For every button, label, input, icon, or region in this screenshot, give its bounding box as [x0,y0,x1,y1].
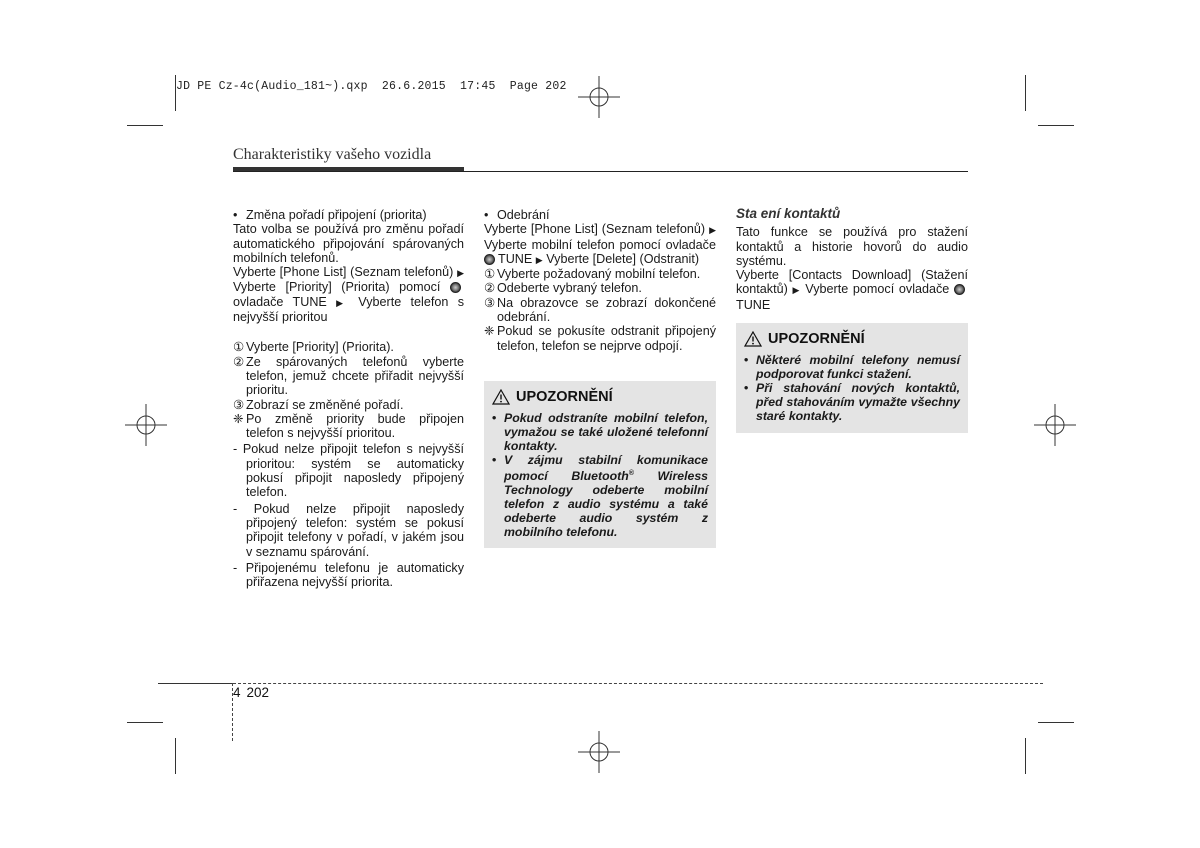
bullet-icon: • [484,208,489,222]
registration-mark [1034,404,1076,446]
instruction-text: Vyberte [Contacts Download] (Stažení kontaktů) ▶ Vyberte pomocí ovladače TUNE [736,268,968,312]
dash-item: - Pokud nelze připojit naposledy připojený telefon: systém se pokusí připojit telefony v pořadí, v jakém jsou v seznamu spárování. [233,501,464,559]
tune-knob-icon [484,254,495,265]
tune-knob-icon [954,284,965,295]
chapter-number: 4 [233,685,241,700]
crop-mark [1038,125,1074,126]
page-number-value: 202 [246,685,270,700]
play-triangle-icon: ▶ [336,297,349,308]
caution-item: • V zájmu stabilní komunikace pomocí Bluetooth® Wireless Technology odeberte mobilní telefon z audio systému a také odeberte audio systém z mobilního telefonu. [492,453,709,540]
caution-item: • Některé mobilní telefony nemusí podporovat funkci stažení. [744,353,960,381]
play-triangle-icon: ▶ [535,254,543,265]
caution-title: UPOZORNĚNÍ [744,331,960,347]
warning-triangle-icon [492,389,510,405]
caution-item: • Pokud odstraníte mobilní telefon, vymažou se také uložené telefonní kontakty. [492,411,708,453]
note-item: ❈ Pokud se pokusíte odstranit připojený telefon, telefon se nejprve odpojí. [484,324,716,353]
middle-column [484,208,716,353]
instruction-text: Vyberte [Phone List] (Seznam telefonů) ▶ Vyberte mobilní telefon pomocí ovladače TUNE ▶ Vyberte [Delete] (Odstranit) [484,222,716,266]
bullet-heading: • Změna pořadí připojení (priorita) [233,208,427,222]
warning-triangle-icon [744,331,762,347]
caution-item: • Při stahování nových kontaktů, před stahováním vymažte všechny staré kontakty. [744,381,960,423]
page-number [233,685,269,700]
note-item: ❈ Po změně priority bude připojen telefon s nejvyšší prioritou. [233,411,464,441]
crop-mark [127,722,163,723]
registration-mark [578,76,620,118]
dash-item: - Připojenému telefonu je automaticky přiřazena nejvyšší priorita. [233,560,464,590]
bullet-heading: • Odebrání [484,208,550,222]
step-item: ① Vyberte [Priority] (Priorita). [233,340,394,355]
crop-mark [1038,722,1074,723]
caution-box [736,323,968,433]
crop-mark [127,125,163,126]
step-item: ② Odeberte vybraný telefon. [484,281,642,296]
section-title: Charakteristiky vašeho vozidla [233,146,432,163]
title-rule [233,171,968,172]
registration-mark [578,731,620,773]
step-item: ② Ze spárovaných telefonů vyberte telefon, jemuž chcete přiřadit nejvyšší prioritu. [233,354,464,398]
play-triangle-icon: ▶ [709,225,716,236]
crop-mark [1025,75,1026,111]
bullet-icon: • [233,208,238,222]
step-item: ③ Zobrazí se změněné pořadí. [233,397,404,412]
print-header: JD PE Cz-4c(Audio_181~).qxp 26.6.2015 17:45 Page 202 [176,80,567,93]
crop-mark [1025,738,1026,774]
play-triangle-icon: ▶ [792,285,801,296]
footer-dashed-rule [233,683,1043,684]
intro-text: Tato funkce se používá pro stažení kontaktů a historie hovorů do audio systému. [736,225,968,268]
intro-text: Tato volba se používá pro změnu pořadí automatického připojování spárovaných mobilních telefonů. [233,222,464,265]
left-column [233,208,464,589]
caution-title: UPOZORNĚNÍ [492,389,708,405]
right-column [736,207,968,312]
step-item: ③ Na obrazovce se zobrazí dokončené odebrání. [484,295,716,325]
step-item: ① Vyberte požadovaný mobilní telefon. [484,267,701,282]
footer-rule [158,683,232,684]
instruction-text: Vyberte [Phone List] (Seznam telefonů) ▶ Vyberte [Priority] (Priorita) pomocí ovladače TUNE ▶ Vyberte telefon s nejvyšší prioritou [233,265,464,325]
registration-mark [125,404,167,446]
caution-box [484,381,716,548]
tune-knob-icon [450,282,461,293]
dash-item: - Pokud nelze připojit telefon s nejvyšší prioritou: systém se automaticky pokusí připojit naposledy připojený telefon. [233,442,464,500]
play-triangle-icon: ▶ [457,268,464,279]
sub-heading: Sta ení kontaktů [736,206,841,221]
crop-mark [175,738,176,774]
